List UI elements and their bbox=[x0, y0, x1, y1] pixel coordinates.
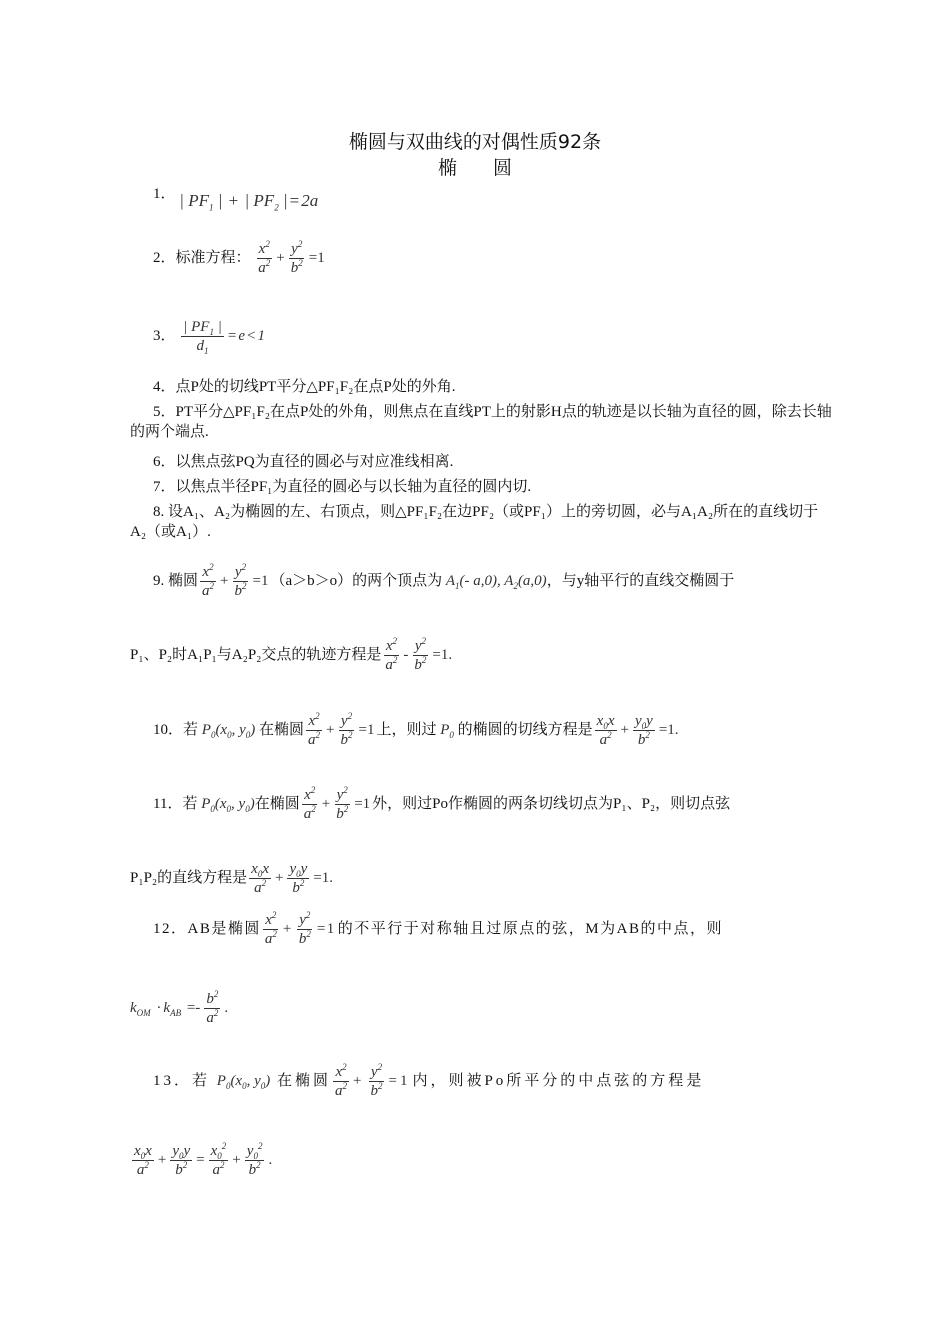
property-6: 6．以焦点弦PQ为直径的圆必与对应准线相离. bbox=[153, 454, 454, 470]
formula-9b-frac-x: $\frac{x^2}{a^2}$ bbox=[385, 636, 398, 673]
property-11-text-d: P₁P₂的直线方程是 bbox=[130, 869, 248, 886]
section-title-char-2: 圆 bbox=[493, 157, 513, 179]
formula-9b-frac-y: $\frac{y^2}{b^2}$ bbox=[414, 636, 427, 673]
property-4: 4．点P处的切线PT平分△PF₁F₂在点P处的外角. bbox=[153, 379, 456, 395]
property-3-number: 3． bbox=[153, 327, 176, 344]
property-12: 12．AB是椭圆 $\frac{x^2}{a^2}$ + $\frac{y^2}{b^2}$ =1 的不平行于对称轴且过原点的弦，M为AB的中点，则 bbox=[153, 910, 723, 947]
formula-9-frac-y: $\frac{y^2}{b^2}$ bbox=[234, 562, 247, 599]
property-2-label: 2．标准方程： bbox=[153, 249, 251, 266]
formula-11-point: $P_0(x_0$, $y_0$) bbox=[201, 795, 255, 814]
property-13-text-b: 在椭圆 bbox=[277, 1072, 332, 1089]
property-9-cont: P₁、P₂时A₁P₁与A₂P₂交点的轨迹方程是 $\frac{x^2}{a^2}$ - $\frac{y^2}{b^2}$ =1. bbox=[130, 636, 453, 673]
property-3: 3． $\frac{| PF_1 |}{d_1}$ = e < 1 bbox=[153, 319, 265, 356]
property-13-text-c: 内，则被Po所平分的中点弦的方程是 bbox=[412, 1072, 705, 1089]
formula-10-tangent-x: $\frac{x_0x}{a^2}$ bbox=[596, 713, 615, 748]
property-5: 5．PT平分△PF₁F₂在点P处的外角，则焦点在直线PT上的射影H点的轨迹是以长轴为直径的圆，除去长轴的两个端点. bbox=[130, 404, 832, 440]
property-10-text-d: 的椭圆的切线方程是 bbox=[457, 721, 593, 738]
property-11-text-c: 外，则过Po作椭圆的两条切线切点为P₁、P₂，则切点弦 bbox=[372, 795, 731, 812]
formula-10-point: $P_0(x_0$, $y_0$) bbox=[201, 721, 256, 740]
formula-13-frac-2: $\frac{y_0y}{b^2}$ bbox=[172, 1143, 191, 1178]
property-11-label: 11．若 bbox=[153, 795, 198, 812]
formula-10-frac-y: $\frac{y^2}{b^2}$ bbox=[340, 711, 353, 748]
property-11-cont: P₁P₂的直线方程是 $\frac{x_0x}{a^2}$ + $\frac{y_0y}{b^2}$ =1. bbox=[130, 861, 334, 896]
property-13-cont: $\frac{x_0x}{a^2}$ + $\frac{y_0y}{b^2}$ = $\frac{x_0^2}{a^2}$ + $\frac{y_0^2}{b^2}$ . bbox=[134, 1141, 273, 1178]
formula-13-point: $P_0(x_0$, $y_0$) bbox=[216, 1072, 271, 1091]
formula-10-frac-x: $\frac{x^2}{a^2}$ bbox=[308, 711, 321, 748]
formula-11-chord-x: $\frac{x_0x}{a^2}$ bbox=[251, 861, 269, 896]
formula-13-frac-1: $\frac{x_0x}{a^2}$ bbox=[134, 1143, 152, 1178]
property-1-number: 1． bbox=[153, 186, 176, 202]
formula-9-vertices: $A_1(-$ a,0), $A_2(a,0)$ bbox=[445, 572, 547, 591]
formula-10-tangent-y: $\frac{y_0y}{b^2}$ bbox=[634, 713, 653, 748]
property-10-text-b: 在椭圆 bbox=[259, 721, 305, 738]
section-title-char-1: 椭 bbox=[437, 157, 457, 179]
formula-3-frac: $\frac{| PF_1 |}{d_1}$ bbox=[183, 319, 222, 356]
property-12-cont: $k_{OM} \cdot k_{AB}$ =- $\frac{b^2}{a^2}$ . bbox=[130, 989, 229, 1026]
formula-12-frac: $\frac{b^2}{a^2}$ bbox=[206, 989, 219, 1026]
property-9-text-c: ，与y轴平行的直线交椭圆于 bbox=[546, 572, 735, 589]
formula-13-frac-3: $\frac{x_0^2}{a^2}$ bbox=[210, 1141, 227, 1178]
formula-12-frac-x: $\frac{x^2}{a^2}$ bbox=[264, 910, 277, 947]
formula-11-frac-y: $\frac{y^2}{b^2}$ bbox=[336, 785, 349, 822]
property-13-label: 13．若 bbox=[153, 1072, 211, 1089]
formula-12-frac-y: $\frac{y^2}{b^2}$ bbox=[298, 910, 311, 947]
property-11: 11．若 $P_0(x_0$, $y_0$)在椭圆 $\frac{x^2}{a^2}$ + $\frac{y^2}{b^2}$ =1 外，则过Po作椭圆的两条切线切点为P₁、P₂，则切点弦 bbox=[153, 785, 731, 822]
formula-12-slopes: $k_{OM} \cdot k_{AB}$ =- bbox=[130, 999, 201, 1018]
formula-2-frac-y: $\frac{y^2}{b^2}$ bbox=[290, 239, 303, 276]
property-10-text-c: 上，则过 bbox=[376, 721, 437, 738]
formula-9-frac-x: $\frac{x^2}{a^2}$ bbox=[202, 562, 215, 599]
formula-2-frac-x: $\frac{x^2}{a^2}$ bbox=[258, 239, 271, 276]
property-10-label: 10．若 bbox=[153, 721, 199, 738]
formula-1: | $PF_1$ | + | $PF_2$ | = 2a bbox=[179, 191, 319, 213]
formula-11-frac-x: $\frac{x^2}{a^2}$ bbox=[303, 785, 316, 822]
formula-13-frac-y: $\frac{y^2}{b^2}$ bbox=[370, 1062, 383, 1099]
formula-10-p0: $P_0$ bbox=[440, 721, 454, 740]
property-10: 10．若 $P_0(x_0$, $y_0$) 在椭圆 $\frac{x^2}{a^2}$ + $\frac{y^2}{b^2}$ =1 上，则过 $P_0$ 的椭圆的切线方程是 $\frac{x_0x}{a^2}$ + $\frac{y_0y}{b^2}$ =1. bbox=[153, 711, 679, 748]
property-9-label: 9. 椭圆 bbox=[153, 572, 199, 589]
formula-11-chord-y: $\frac{y_0y}{b^2}$ bbox=[289, 861, 308, 896]
property-9-text-d: P₁、P₂时A₁P₁与A₂P₂交点的轨迹方程是 bbox=[130, 646, 382, 663]
property-12-text-b: 的不平行于对称轴且过原点的弦，M为AB的中点，则 bbox=[337, 920, 723, 937]
property-12-label: 12．AB是椭圆 bbox=[153, 920, 261, 937]
formula-13-frac-x: $\frac{x^2}{a^2}$ bbox=[335, 1062, 348, 1099]
property-1 bbox=[153, 183, 319, 213]
page-title: 椭圆与双曲线的对偶性质92条 bbox=[348, 131, 602, 153]
property-8: 8. 设A₁、A₂为椭圆的左、右顶点，则△PF₁F₂在边PF₂（或PF₁）上的旁切圆，必与A₁A₂所在的直线切于A₂（或A₁）. bbox=[130, 504, 819, 540]
property-2: 2．标准方程： $\frac{x^2}{a^2}$ + $\frac{y^2}{b^2}$ =1 bbox=[153, 239, 325, 276]
property-7: 7．以焦点半径PF₁为直径的圆必与以长轴为直径的圆内切. bbox=[153, 479, 532, 495]
section-title bbox=[0, 153, 950, 180]
property-9: 9. 椭圆 $\frac{x^2}{a^2}$ + $\frac{y^2}{b^2}$ =1 （a＞b＞o）的两个顶点为 $A_1(-$ a,0), $A_2(a,0)$，与y轴平行的直线交椭圆于 bbox=[153, 562, 735, 599]
formula-13-frac-4: $\frac{y_0^2}{b^2}$ bbox=[246, 1141, 263, 1178]
property-13: 13．若 $P_0(x_0$, $y_0$) 在椭圆 $\frac{x^2}{a^2}$ + $\frac{y^2}{b^2}$ =1 内，则被Po所平分的中点弦的方程是 bbox=[153, 1062, 705, 1099]
property-11-text-b: 在椭圆 bbox=[254, 795, 300, 812]
property-9-text-b: （a＞b＞o）的两个顶点为 bbox=[270, 572, 443, 589]
